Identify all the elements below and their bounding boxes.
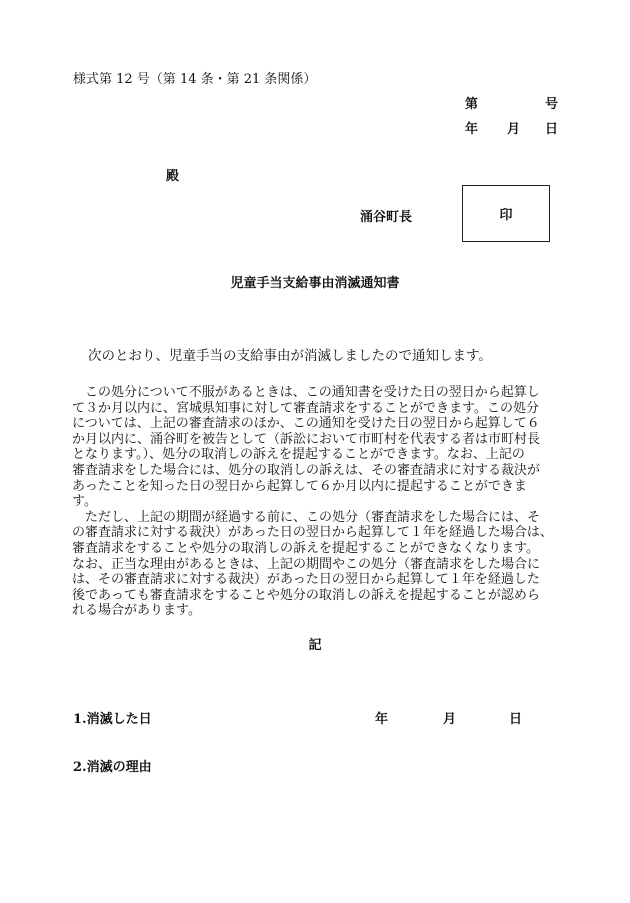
notice-line: この処分について不服があるときは、この通知書を受けた日の翌日から起算し xyxy=(72,385,540,400)
ki-heading: 記 xyxy=(308,638,322,653)
form-number: 様式第 12 号（第 14 条・第 21 条関係） xyxy=(73,72,317,87)
notice-line: は、その審査請求に対する裁決）があった日の翌日から起算して１年を経過した xyxy=(72,572,540,588)
item-extinction-date xyxy=(375,708,535,726)
issuer-mayor: 涌谷町長 xyxy=(360,210,413,225)
extinction-date-day: 日 xyxy=(509,712,523,727)
addressee: 殿 xyxy=(166,169,180,184)
appeal-notice xyxy=(72,385,560,619)
document-number-suffix: 号 xyxy=(545,97,559,112)
notice-line: なお、正当な理由があるときは、上記の期間やこの処分（審査請求をした場合に xyxy=(72,556,541,572)
notice-line: 審査請求をした場合には、処分の取消しの訴えは、その審査請求に対する裁決が xyxy=(72,462,541,478)
issue-date-year: 年 xyxy=(465,122,479,137)
extinction-date-year: 年 xyxy=(375,712,389,727)
notice-line: となります。）、処分の取消しの訴えを提起することができます。なお、上記の xyxy=(72,447,525,463)
notice-line: す。 xyxy=(72,494,97,510)
item-extinction-reason-label: 2.消滅の理由 xyxy=(73,760,152,775)
issue-date xyxy=(465,118,565,136)
extinction-date-month: 月 xyxy=(443,712,457,727)
notice-line: あったことを知った日の翌日から起算して６か月以内に提起することができま xyxy=(72,478,527,494)
notice-line: 後であっても審査請求をすることや処分の取消しの訴えを提起することが認めら xyxy=(72,587,540,603)
seal-label: 印 xyxy=(499,208,513,223)
notice-line: て３か月以内に、宮城県知事に対して審査請求をすることができます。この処分 xyxy=(72,400,539,416)
seal-box xyxy=(462,185,550,242)
issue-date-month: 月 xyxy=(507,122,521,137)
document-number xyxy=(465,93,565,111)
issue-date-day: 日 xyxy=(545,122,559,137)
intro-text: 次のとおり、児童手当の支給事由が消滅しましたので通知します。 xyxy=(88,348,492,364)
notice-line: ただし、上記の期間が経過する前に、この処分（審査請求をした場合には、そ xyxy=(72,509,541,525)
notice-line: 審査請求をすることや処分の取消しの訴えを提起することができなくなります。 xyxy=(72,540,539,556)
document-title: 児童手当支給事由消滅通知書 xyxy=(230,276,400,291)
notice-line: か月以内に、涌谷町を被告として（訴訟において市町村を代表する者は市町村長 xyxy=(72,431,541,447)
notice-line: れる場合があります。 xyxy=(72,603,201,619)
notice-line: の審査請求に対する裁決）があった日の翌日から起算して１年を経過した場合は、 xyxy=(72,525,553,541)
item-extinction-date-label: 1.消滅した日 xyxy=(73,712,152,727)
notice-line: については、上記の審査請求のほか、この通知を受けた日の翌日から起算して６ xyxy=(72,416,540,432)
document-number-prefix: 第 xyxy=(465,97,479,112)
